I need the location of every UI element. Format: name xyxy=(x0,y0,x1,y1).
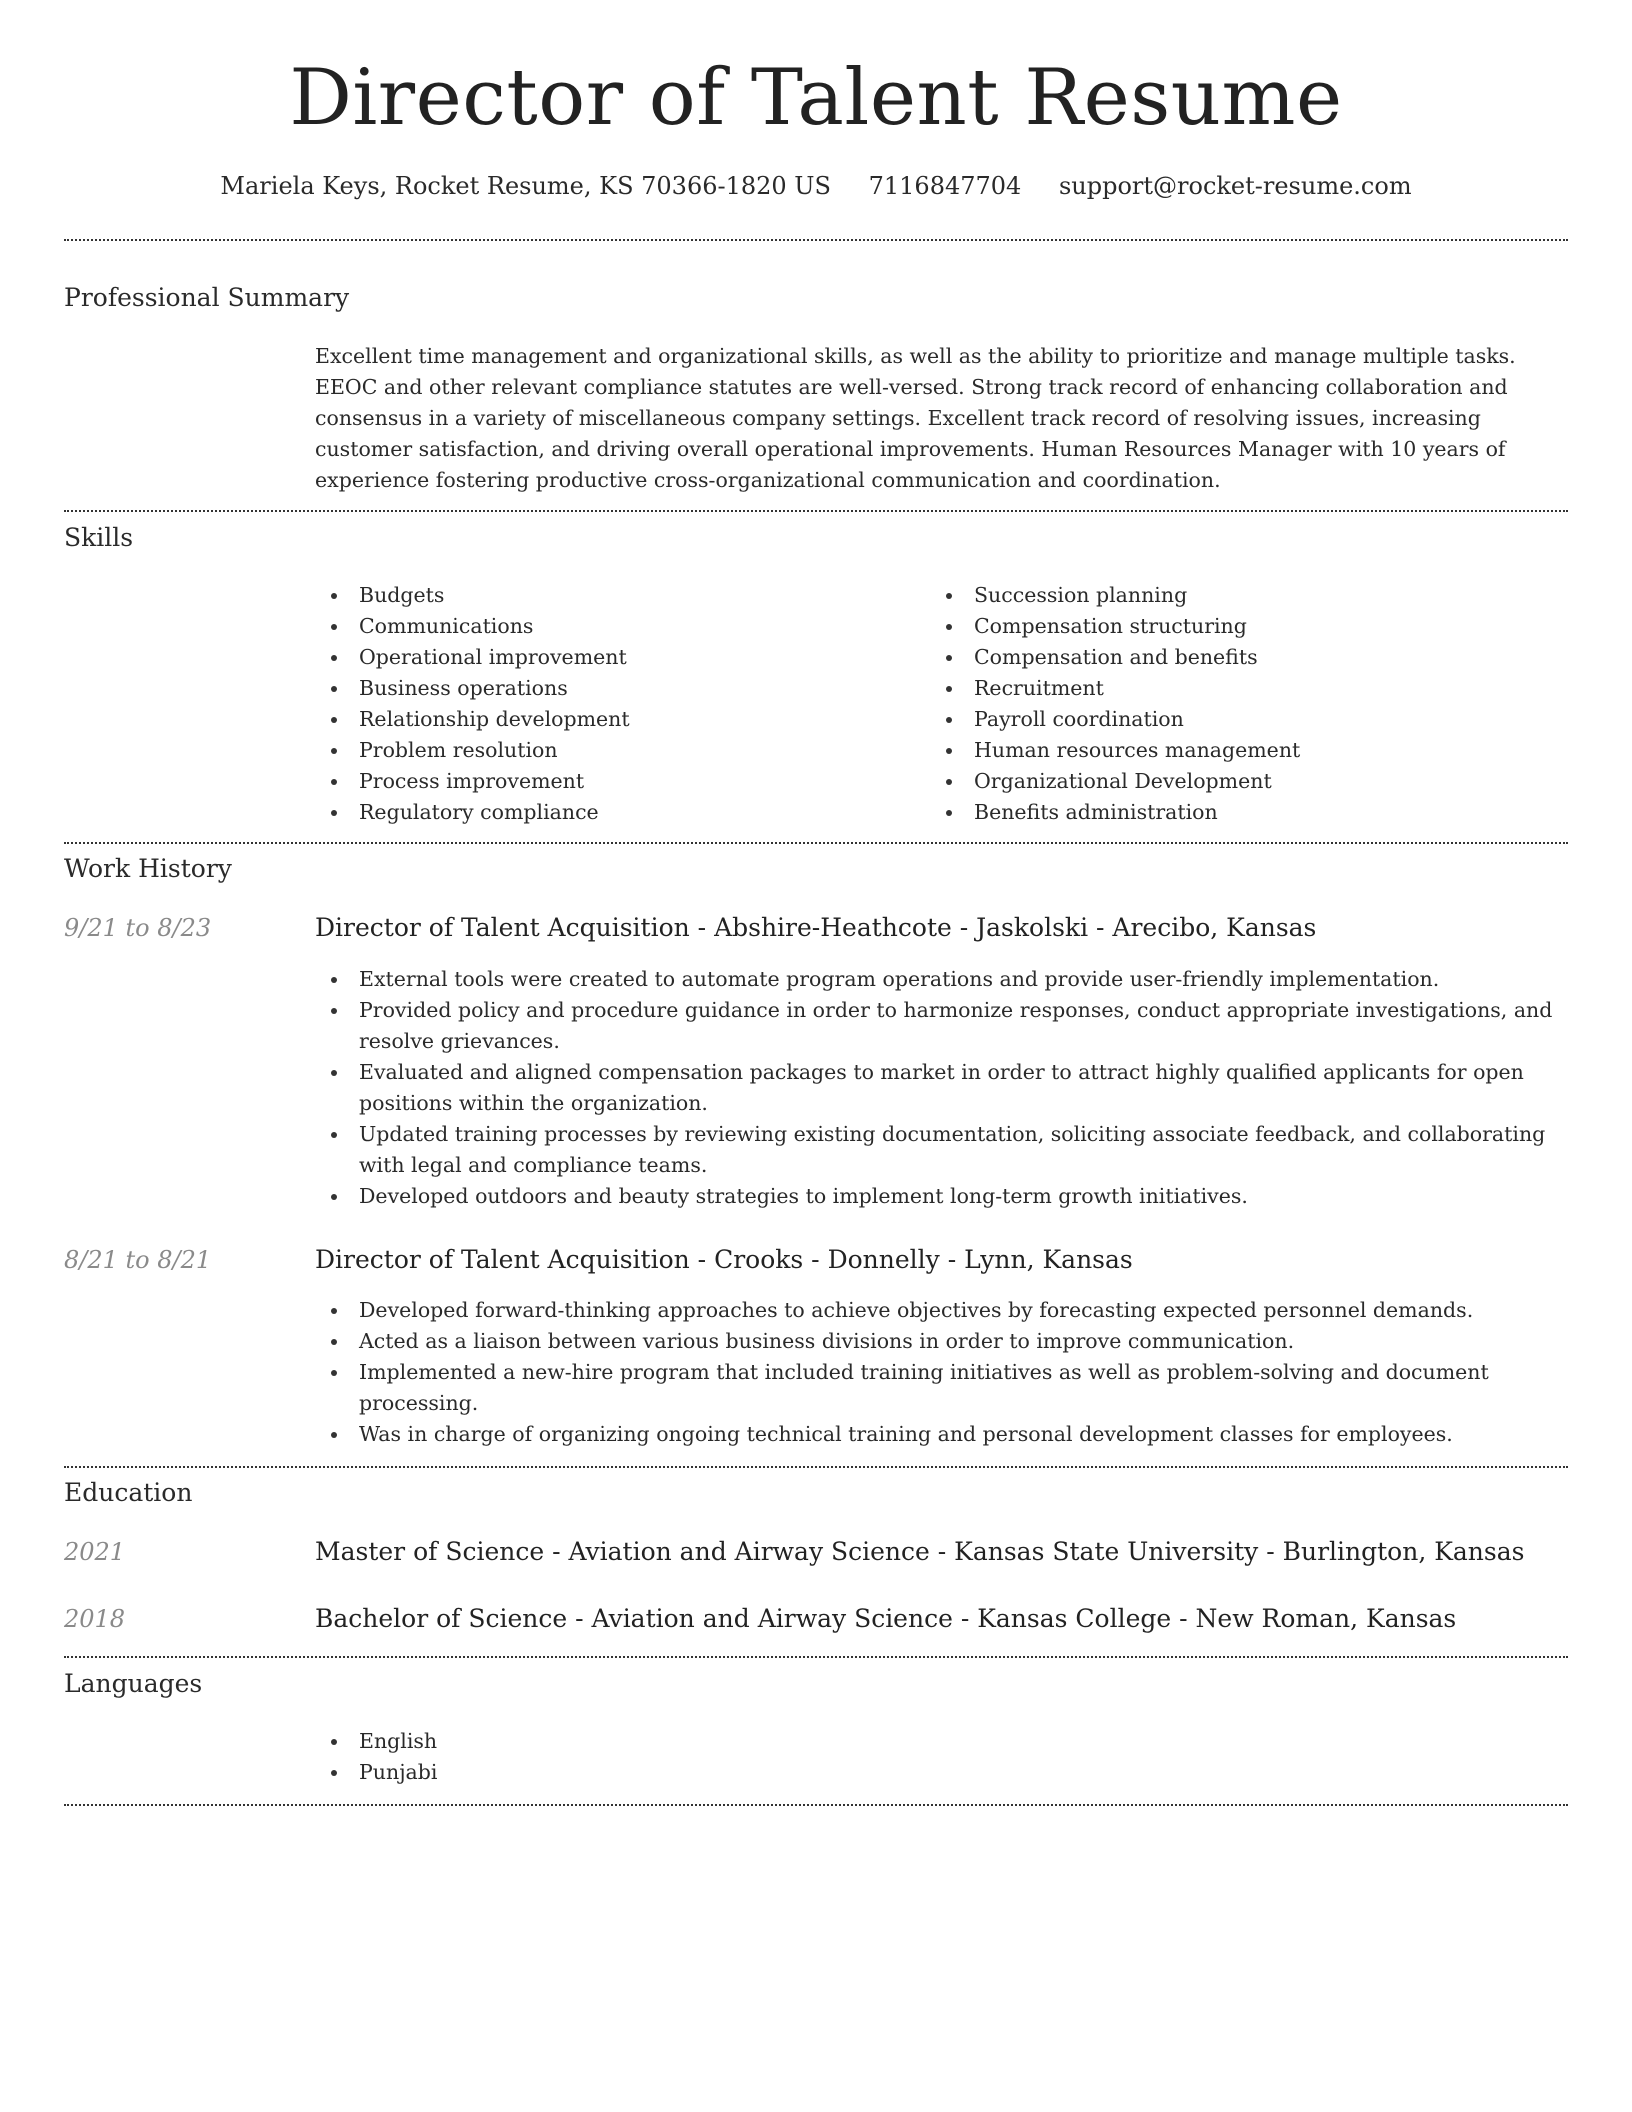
skill-item: Communications xyxy=(315,611,915,642)
education-year: 2018 xyxy=(64,1605,126,1633)
contact-line xyxy=(0,168,1632,204)
resume-title: Director of Talent Resume xyxy=(289,53,1343,143)
list-item: Implemented a new-hire program that included training initiatives as well as problem-solving and document processing. xyxy=(315,1357,1570,1419)
divider xyxy=(64,1466,1568,1468)
divider xyxy=(64,510,1568,512)
skill-item: Budgets xyxy=(315,580,915,611)
education-heading: Education xyxy=(64,1478,193,1507)
skill-item: Payroll coordination xyxy=(930,704,1550,735)
skill-item: Compensation and benefits xyxy=(930,642,1550,673)
job-title: Director of Talent Acquisition - Crooks - Donnelly - Lynn, Kansas xyxy=(315,1245,1133,1274)
skill-item: Operational improvement xyxy=(315,642,915,673)
job-dates: 8/21 to 8/21 xyxy=(64,1246,212,1274)
skill-item: Problem resolution xyxy=(315,735,915,766)
skill-item: Succession planning xyxy=(930,580,1550,611)
list-item: Was in charge of organizing ongoing technical training and personal development classes for employees. xyxy=(315,1419,1570,1450)
job-bullets xyxy=(315,964,1570,1212)
languages-list xyxy=(315,1726,915,1788)
language-item: English xyxy=(315,1726,915,1757)
skill-item: Recruitment xyxy=(930,673,1550,704)
skill-item: Organizational Development xyxy=(930,766,1550,797)
list-item: External tools were created to automate program operations and provide user-friendly implementation. xyxy=(315,964,1570,995)
list-item: Evaluated and aligned compensation packages to market in order to attract highly qualified applicants for open positions within the organization. xyxy=(315,1057,1570,1119)
skill-item: Compensation structuring xyxy=(930,611,1550,642)
skill-item: Process improvement xyxy=(315,766,915,797)
language-item: Punjabi xyxy=(315,1757,915,1788)
divider xyxy=(64,1656,1568,1658)
languages-heading: Languages xyxy=(64,1669,203,1698)
skills-heading: Skills xyxy=(64,523,134,552)
divider xyxy=(64,239,1568,241)
education-degree: Master of Science - Aviation and Airway Science - Kansas State University - Burlington, Kansas xyxy=(315,1537,1525,1566)
skills-list-right xyxy=(930,580,1550,828)
divider xyxy=(64,842,1568,844)
job-dates: 9/21 to 8/23 xyxy=(64,914,212,942)
list-item: Developed outdoors and beauty strategies to implement long-term growth initiatives. xyxy=(315,1181,1570,1212)
list-item: Acted as a liaison between various business divisions in order to improve communication. xyxy=(315,1326,1570,1357)
job-bullets xyxy=(315,1295,1570,1450)
contact-address: Mariela Keys, Rocket Resume, KS 70366-1820 US xyxy=(220,172,831,200)
skill-item: Benefits administration xyxy=(930,797,1550,828)
list-item: Provided policy and procedure guidance in order to harmonize responses, conduct appropriate investigations, and resolve grievances. xyxy=(315,995,1570,1057)
summary-text: Excellent time management and organizational skills, as well as the ability to prioritize and manage multiple tasks. EEOC and other relevant compliance statutes are well-versed. Strong track record of enhancing collaboration and consensus in a variety of miscellaneous company settings. Excellent track record of resolving issues, increasing customer satisfaction, and driving overall operational improvements. Human Resources Manager with 10 years of experience fostering productive cross-organizational communication and coordination. xyxy=(315,344,1516,492)
list-item: Developed forward-thinking approaches to achieve objectives by forecasting expected personnel demands. xyxy=(315,1295,1570,1326)
skill-item: Regulatory compliance xyxy=(315,797,915,828)
education-degree: Bachelor of Science - Aviation and Airway Science - Kansas College - New Roman, Kansas xyxy=(315,1604,1457,1633)
contact-phone: 7116847704 xyxy=(868,172,1022,200)
contact-email: support@rocket-resume.com xyxy=(1058,172,1412,200)
education-year: 2021 xyxy=(64,1538,126,1566)
list-item: Updated training processes by reviewing existing documentation, soliciting associate feedback, and collaborating with legal and compliance teams. xyxy=(315,1119,1570,1181)
skill-item: Business operations xyxy=(315,673,915,704)
skill-item: Relationship development xyxy=(315,704,915,735)
divider xyxy=(64,1804,1568,1806)
skill-item: Human resources management xyxy=(930,735,1550,766)
job-title: Director of Talent Acquisition - Abshire-Heathcote - Jaskolski - Arecibo, Kansas xyxy=(315,913,1317,942)
summary-heading: Professional Summary xyxy=(64,283,350,312)
skills-list-left xyxy=(315,580,915,828)
work-heading: Work History xyxy=(64,854,232,883)
